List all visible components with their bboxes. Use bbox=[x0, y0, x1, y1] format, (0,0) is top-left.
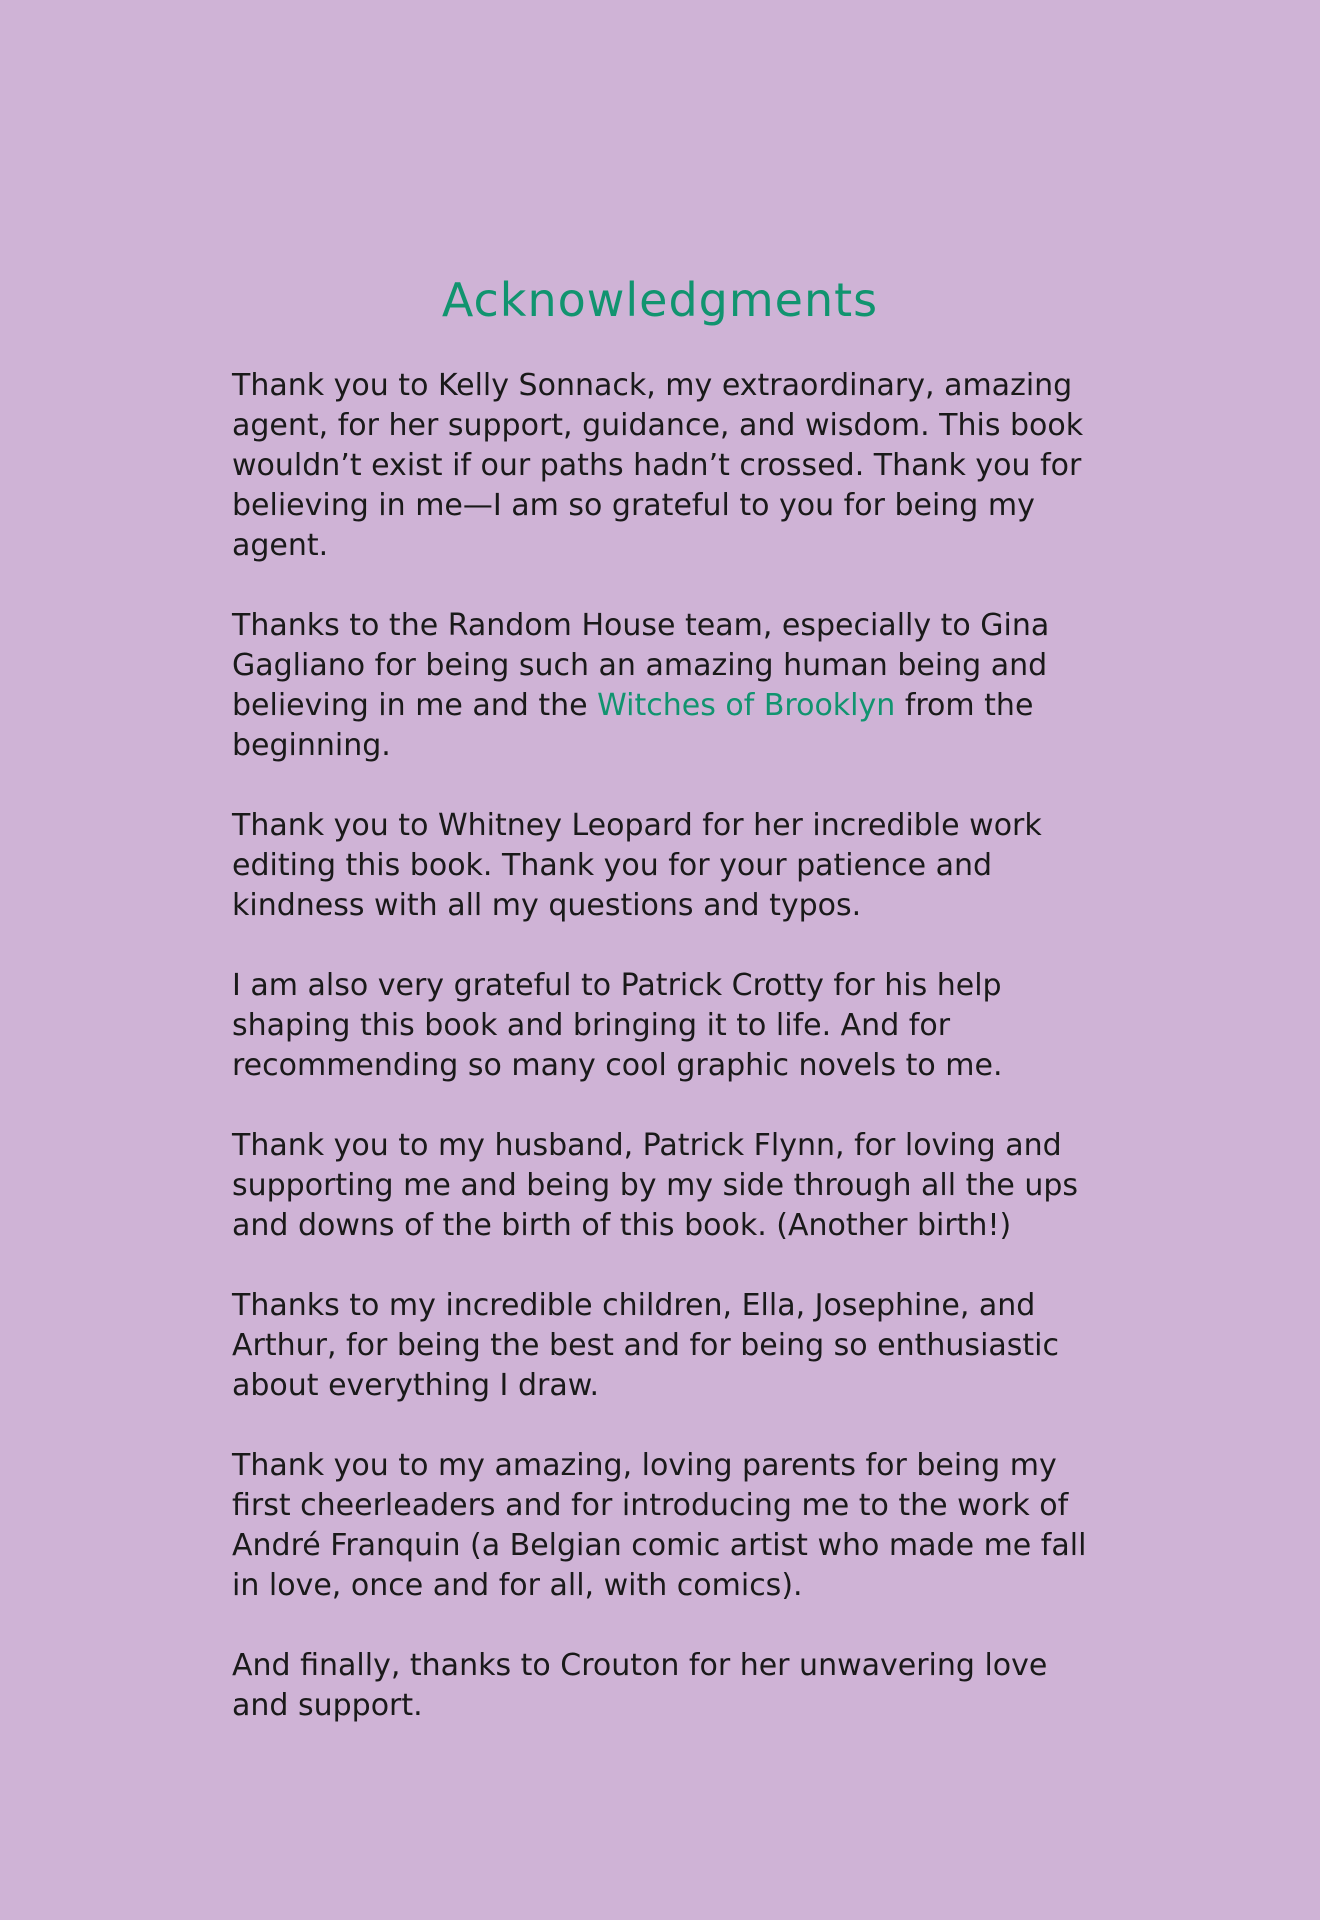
paragraph-random-house-before: Thanks to the Random House team, especially to Gina Gagliano for being such an amazing human being and believing in me and the bbox=[232, 608, 1050, 723]
paragraph-random-house bbox=[232, 606, 1092, 766]
paragraph-children: Thanks to my incredible children, Ella, Josephine, and Arthur, for being the best and for being so enthusiastic about everything I draw. bbox=[232, 1288, 1060, 1403]
paragraph-crouton: And finally, thanks to Crouton for her unwavering love and support. bbox=[232, 1648, 1048, 1723]
page-title: Acknowledgments bbox=[441, 273, 879, 327]
paragraph-random-house-after: from the beginning. bbox=[232, 688, 1034, 763]
paragraph-editor: Thank you to Whitney Leopard for her incredible work editing this book. Thank you for your patience and kindness with all my questions and typos. bbox=[232, 808, 1042, 923]
paragraph-agent: Thank you to Kelly Sonnack, my extraordinary, amazing agent, for her support, guidance, and wisdom. This book wouldn’t exist if our paths hadn’t crossed. Thank you for believing in me—I am so grateful to you for being my agent. bbox=[232, 368, 1084, 563]
acknowledgments-body bbox=[232, 366, 1092, 1766]
paragraph-patrick-crotty: I am also very grateful to Patrick Crotty for his help shaping this book and bringing it to life. And for recommending so many cool graphic novels to me. bbox=[232, 968, 1003, 1083]
book-title-highlight: Witches of Brooklyn bbox=[597, 688, 896, 723]
paragraph-parents: Thank you to my amazing, loving parents for being my first cheerleaders and for introducing me to the work of André Franquin (a Belgian comic artist who made me fall in love, once and for all, with comics). bbox=[232, 1448, 1087, 1603]
paragraph-husband: Thank you to my husband, Patrick Flynn, for loving and supporting me and being by my side through all the ups and downs of the birth of this book. (Another birth!) bbox=[232, 1128, 1079, 1243]
